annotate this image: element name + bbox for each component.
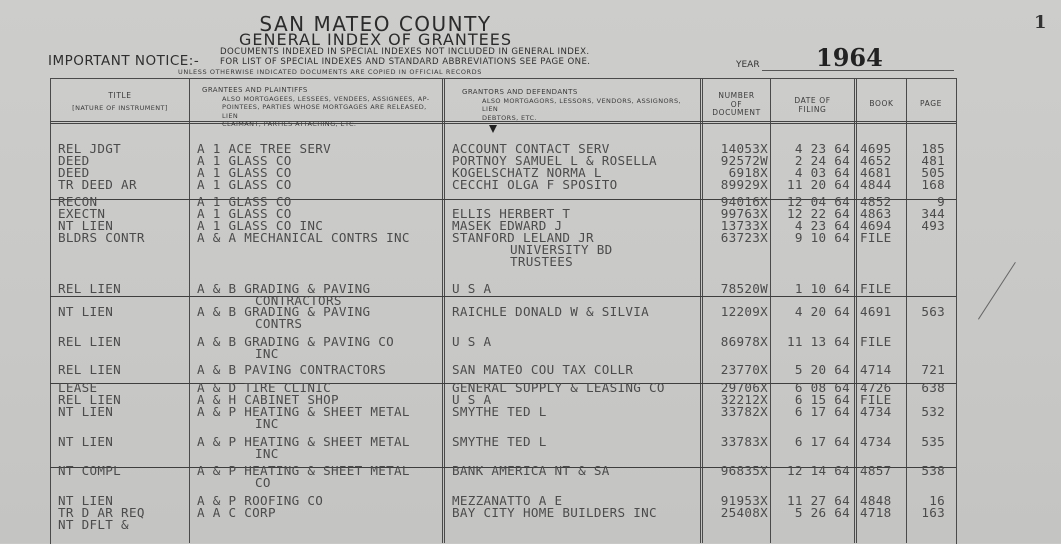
page-cell: 638 bbox=[921, 380, 945, 395]
grantee-cell: A & B GRADING & PAVING bbox=[197, 281, 371, 296]
filing-date-cell: 9 10 64 bbox=[794, 230, 850, 245]
filing-date-cell: 11 13 64 bbox=[786, 334, 850, 349]
page-cell: 168 bbox=[921, 177, 945, 192]
book-cell: 4734 bbox=[860, 404, 892, 419]
grantor-cell: STANFORD LELAND JR bbox=[452, 230, 594, 245]
pen-mark bbox=[978, 262, 1016, 320]
document-number-cell: 94016X bbox=[720, 194, 768, 209]
year-label: YEAR bbox=[736, 60, 760, 70]
filing-date-cell: 11 20 64 bbox=[786, 177, 850, 192]
book-cell: 4652 bbox=[860, 153, 892, 168]
grantor-cell: U S A bbox=[452, 334, 492, 349]
grantor-cell: ELLIS HERBERT T bbox=[452, 206, 571, 221]
document-number-cell: 99763X bbox=[720, 206, 768, 221]
document-number-cell: 89929X bbox=[720, 177, 768, 192]
grantee-cell: A 1 GLASS CO bbox=[197, 194, 292, 209]
book-cell: FILE bbox=[860, 281, 892, 296]
grantor-cell: U S A bbox=[452, 281, 492, 296]
document-number-cell: 63723X bbox=[720, 230, 768, 245]
grantees-label: GRANTEES AND PLAINTIFFS bbox=[202, 86, 308, 94]
col-title-sub: [NATURE OF INSTRUMENT] bbox=[72, 104, 168, 112]
grantor-cell: SMYTHE TED L bbox=[452, 404, 547, 419]
filing-date-cell: 12 22 64 bbox=[786, 206, 850, 221]
book-cell: 4863 bbox=[860, 206, 892, 221]
filing-date-cell: 5 26 64 bbox=[794, 505, 850, 520]
grantor-cell: BANK AMERICA NT & SA bbox=[452, 463, 610, 478]
grantee-cell: A A C CORP bbox=[197, 505, 276, 520]
col-divider bbox=[906, 78, 907, 543]
notice-text bbox=[220, 47, 590, 67]
book-cell: 4718 bbox=[860, 505, 892, 520]
grantee-cont-cell: CONTRS bbox=[255, 316, 303, 331]
grantee-cell: A & D TIRE CLINIC bbox=[197, 380, 331, 395]
col-divider bbox=[854, 78, 857, 543]
grantees-sub-1: ALSO MORTGAGEES, LESSEES, VENDEES, ASSIGNEES, AP- bbox=[222, 94, 430, 103]
page-cell: 163 bbox=[921, 505, 945, 520]
grantee-cont-cell: CO bbox=[255, 475, 271, 490]
grantee-cell: A & P HEATING & SHEET METAL bbox=[197, 434, 410, 449]
book-cell: FILE bbox=[860, 392, 892, 407]
index-marker-triangle-icon bbox=[489, 125, 497, 133]
document-number-cell: 13733X bbox=[720, 218, 768, 233]
number-label-1: NUMBER bbox=[718, 91, 755, 100]
title-cell: TR D AR REQ bbox=[58, 505, 145, 520]
row-rule bbox=[50, 296, 956, 297]
document-number-cell: 32212X bbox=[720, 392, 768, 407]
title-cell: TR DEED AR bbox=[58, 177, 137, 192]
title-cell: NT DFLT & bbox=[58, 517, 129, 532]
number-label-3: DOCUMENT bbox=[712, 108, 761, 117]
filing-date-cell: 6 17 64 bbox=[794, 404, 850, 419]
filing-date-cell: 4 23 64 bbox=[794, 218, 850, 233]
title-cell: NT COMPL bbox=[58, 463, 122, 478]
grantee-cont-cell: INC bbox=[255, 446, 279, 461]
grantor-cont-cell: TRUSTEES bbox=[510, 254, 574, 269]
col-page-header: PAGE bbox=[920, 99, 942, 108]
col-number-header bbox=[703, 92, 770, 118]
filing-date-cell: 1 10 64 bbox=[794, 281, 850, 296]
grantee-cont-cell: CONTRACTORS bbox=[255, 293, 342, 308]
filing-date-cell: 2 24 64 bbox=[794, 153, 850, 168]
document-number-cell: 12209X bbox=[720, 304, 768, 319]
col-divider bbox=[189, 78, 190, 543]
title-cell: REL LIEN bbox=[58, 392, 122, 407]
filing-date-cell: 6 15 64 bbox=[794, 392, 850, 407]
document-number-cell: 29706X bbox=[720, 380, 768, 395]
grantor-cell: PORTNOY SAMUEL L & ROSELLA bbox=[452, 153, 657, 168]
col-book-header: BOOK bbox=[869, 99, 894, 108]
book-cell: 4852 bbox=[860, 194, 892, 209]
document-number-cell: 78520W bbox=[720, 281, 768, 296]
document-number-cell: 92572W bbox=[720, 153, 768, 168]
title-cell: DEED bbox=[58, 153, 90, 168]
notice-line-3: UNLESS OTHERWISE INDICATED DOCUMENTS ARE COPIED IN OFFICIAL RECORDS bbox=[178, 68, 483, 76]
grantors-label: GRANTORS AND DEFENDANTS bbox=[462, 88, 578, 96]
date-label-1: DATE OF bbox=[794, 96, 831, 105]
grantor-cell: ACCOUNT CONTACT SERV bbox=[452, 141, 610, 156]
document-number-cell: 96835X bbox=[720, 463, 768, 478]
grantor-cell: RAICHLE DONALD W & SILVIA bbox=[452, 304, 650, 319]
document-number-cell: 14053X bbox=[720, 141, 768, 156]
title-cell: EXECTN bbox=[58, 206, 106, 221]
page-cell: 344 bbox=[921, 206, 945, 221]
filing-date-cell: 11 27 64 bbox=[786, 493, 850, 508]
grantee-cell: A & B PAVING CONTRACTORS bbox=[197, 362, 387, 377]
grantor-cell: CECCHI OLGA F SPOSITO bbox=[452, 177, 618, 192]
col-grantees-header bbox=[202, 86, 440, 129]
filing-date-cell: 4 23 64 bbox=[794, 141, 850, 156]
document-number-cell: 33783X bbox=[720, 434, 768, 449]
book-cell: 4848 bbox=[860, 493, 892, 508]
grantor-cell: MEZZANATTO A E bbox=[452, 493, 563, 508]
grantee-cell: A & B GRADING & PAVING CO bbox=[197, 334, 395, 349]
grantee-cell: A & B GRADING & PAVING bbox=[197, 304, 371, 319]
document-number-cell: 6918X bbox=[728, 165, 768, 180]
county-title: SAN MATEO COUNTY bbox=[259, 12, 492, 36]
notice-line-2: FOR LIST OF SPECIAL INDEXES AND STANDARD ABBREVIATIONS SEE PAGE ONE. bbox=[220, 57, 591, 67]
filing-date-cell: 12 14 64 bbox=[786, 463, 850, 478]
grantor-cell: SAN MATEO COU TAX COLLR bbox=[452, 362, 634, 377]
page-cell: 721 bbox=[921, 362, 945, 377]
year-value: 1964 bbox=[816, 43, 883, 72]
grantors-sub-1: ALSO MORTGAGORS, LESSORS, VENDORS, ASSIGNORS, LIEN bbox=[482, 96, 681, 113]
book-cell: 4694 bbox=[860, 218, 892, 233]
document-number-cell: 23770X bbox=[720, 362, 768, 377]
filing-date-cell: 6 08 64 bbox=[794, 380, 850, 395]
grantee-cont-cell: INC bbox=[255, 346, 279, 361]
title-cell: LEASE bbox=[58, 380, 98, 395]
grantee-cell: A 1 GLASS CO bbox=[197, 206, 292, 221]
filing-date-cell: 6 17 64 bbox=[794, 434, 850, 449]
filing-date-cell: 4 20 64 bbox=[794, 304, 850, 319]
title-cell: RECON bbox=[58, 194, 98, 209]
col-divider bbox=[770, 78, 771, 543]
grantee-cell: A & P HEATING & SHEET METAL bbox=[197, 463, 410, 478]
notice-line-1: DOCUMENTS INDEXED IN SPECIAL INDEXES NOT INCLUDED IN GENERAL INDEX. bbox=[220, 47, 590, 57]
book-cell: 4691 bbox=[860, 304, 892, 319]
grantor-cell: GENERAL SUPPLY & LEASING CO bbox=[452, 380, 665, 395]
page-cell: 538 bbox=[921, 463, 945, 478]
number-label-2: OF bbox=[730, 99, 743, 109]
grantor-cont-cell: UNIVERSITY BD bbox=[510, 242, 613, 257]
grantee-cell: A 1 GLASS CO INC bbox=[197, 218, 324, 233]
col-divider bbox=[442, 78, 445, 543]
book-cell: 4695 bbox=[860, 141, 892, 156]
grantee-cont-cell: INC bbox=[255, 416, 279, 431]
col-date-header bbox=[771, 97, 854, 114]
grantee-cell: A & P ROOFING CO bbox=[197, 493, 324, 508]
date-label-2: FILING bbox=[798, 104, 827, 114]
document-number-cell: 33782X bbox=[720, 404, 768, 419]
book-cell: 4681 bbox=[860, 165, 892, 180]
grantee-cell: A & A MECHANICAL CONTRS INC bbox=[197, 230, 410, 245]
notice-label: IMPORTANT NOTICE:- bbox=[48, 53, 200, 69]
document-number-cell: 91953X bbox=[720, 493, 768, 508]
filing-date-cell: 12 04 64 bbox=[786, 194, 850, 209]
page-cell: 505 bbox=[921, 165, 945, 180]
page-cell: 481 bbox=[921, 153, 945, 168]
page-cell: 16 bbox=[929, 493, 945, 508]
grantee-cell: A 1 GLASS CO bbox=[197, 177, 292, 192]
book-cell: FILE bbox=[860, 230, 892, 245]
title-cell: NT LIEN bbox=[58, 434, 114, 449]
book-cell: 4726 bbox=[860, 380, 892, 395]
grantor-cell: MASEK EDWARD J bbox=[452, 218, 563, 233]
page-number: 1 bbox=[1034, 12, 1047, 33]
title-cell: NT LIEN bbox=[58, 493, 114, 508]
filing-date-cell: 5 20 64 bbox=[794, 362, 850, 377]
book-cell: 4714 bbox=[860, 362, 892, 377]
grantees-sub-3: CLAIMANT, PARTIES ATTACHING, ETC. bbox=[222, 120, 357, 128]
document-number-cell: 86978X bbox=[720, 334, 768, 349]
title-cell: DEED bbox=[58, 165, 90, 180]
book-cell: FILE bbox=[860, 334, 892, 349]
grantor-cell: BAY CITY HOME BUILDERS INC bbox=[452, 505, 657, 520]
title-cell: REL LIEN bbox=[58, 362, 122, 377]
title-cell: REL LIEN bbox=[58, 334, 122, 349]
book-cell: 4734 bbox=[860, 434, 892, 449]
grantee-cell: A 1 ACE TREE SERV bbox=[197, 141, 331, 156]
grantee-cell: A & P HEATING & SHEET METAL bbox=[197, 404, 410, 419]
book-cell: 4844 bbox=[860, 177, 892, 192]
col-grantors-header bbox=[462, 88, 698, 122]
page-cell: 535 bbox=[921, 434, 945, 449]
col-title-header: TITLE bbox=[108, 91, 132, 100]
grantee-cell: A 1 GLASS CO bbox=[197, 165, 292, 180]
title-cell: NT LIEN bbox=[58, 404, 114, 419]
page-cell: 185 bbox=[921, 141, 945, 156]
index-title: GENERAL INDEX OF GRANTEES bbox=[239, 30, 512, 49]
page-cell: 532 bbox=[921, 404, 945, 419]
grantee-cell: A 1 GLASS CO bbox=[197, 153, 292, 168]
grantee-cell: A & H CABINET SHOP bbox=[197, 392, 339, 407]
grantor-cell: U S A bbox=[452, 392, 492, 407]
grantors-sub-2: DEBTORS, ETC. bbox=[482, 113, 537, 122]
page-cell: 493 bbox=[921, 218, 945, 233]
title-cell: NT LIEN bbox=[58, 304, 114, 319]
page-cell: 563 bbox=[921, 304, 945, 319]
book-cell: 4857 bbox=[860, 463, 892, 478]
page-cell: 9 bbox=[937, 194, 945, 209]
title-cell: REL LIEN bbox=[58, 281, 122, 296]
grantees-sub-2: POINTEES, PARTIES WHOSE MORTGAGES ARE RELEASED, LIEN bbox=[222, 103, 427, 120]
grantor-cell: KOGELSCHATZ NORMA L bbox=[452, 165, 602, 180]
title-cell: BLDRS CONTR bbox=[58, 230, 145, 245]
filing-date-cell: 4 03 64 bbox=[794, 165, 850, 180]
grantor-cell: SMYTHE TED L bbox=[452, 434, 547, 449]
title-cell: REL JDGT bbox=[58, 141, 122, 156]
document-number-cell: 25408X bbox=[720, 505, 768, 520]
title-cell: NT LIEN bbox=[58, 218, 114, 233]
